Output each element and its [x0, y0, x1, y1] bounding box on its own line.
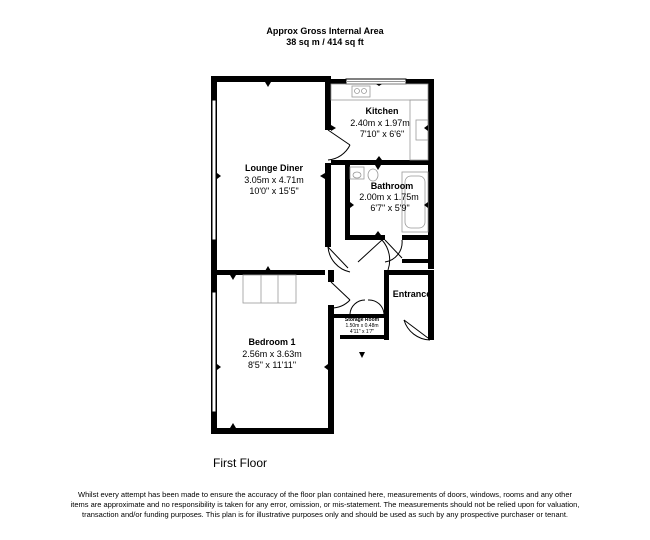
area-title: Approx Gross Internal Area [266, 26, 384, 36]
room-entrance [393, 289, 432, 299]
floor-label: First Floor [213, 456, 267, 470]
storage-metric: 1.50m x 0.48m [345, 323, 379, 329]
bedroom-name: Bedroom 1 [248, 337, 296, 347]
area-value: 38 sq m / 414 sq ft [286, 37, 364, 47]
kitchen-metric: 2.40m x 1.97m [350, 118, 410, 128]
storage-name: Storage Room [344, 317, 380, 323]
entrance-name: Entrance [392, 289, 432, 299]
room-kitchen [350, 106, 410, 139]
storage-imperial: 4'11" x 1'7" [349, 329, 375, 335]
lounge-metric: 3.05m x 4.71m [244, 175, 304, 185]
bedroom-metric: 2.56m x 3.63m [242, 349, 302, 359]
room-storage [345, 317, 380, 335]
disclaimer: Whilst every attempt has been made to ensure the accuracy of the floor plan contained here, measurements of doors, windows, rooms and any other items are approximate and no responsibility is taken for any error, omission, or mis-statement. The measurements should not be relied upon for valuation, transaction and/or funding purposes. This plan is for illustrative purposes only and should be used as such by any prospective purchaser or tenant. [70, 490, 580, 519]
kitchen-imperial: 7'10" x 6'6" [359, 129, 405, 139]
kitchen-name: Kitchen [365, 106, 399, 116]
bathroom-name: Bathroom [370, 181, 414, 191]
room-bathroom [359, 181, 419, 213]
room-lounge [244, 163, 304, 196]
bathroom-imperial: 6'7" x 5'9" [370, 203, 410, 213]
lounge-name: Lounge Diner [245, 163, 303, 173]
bedroom-imperial: 8'5" x 11'11" [247, 360, 297, 370]
lounge-imperial: 10'0" x 15'5" [249, 186, 299, 196]
room-bedroom [242, 337, 302, 370]
bathroom-metric: 2.00m x 1.75m [359, 192, 419, 202]
